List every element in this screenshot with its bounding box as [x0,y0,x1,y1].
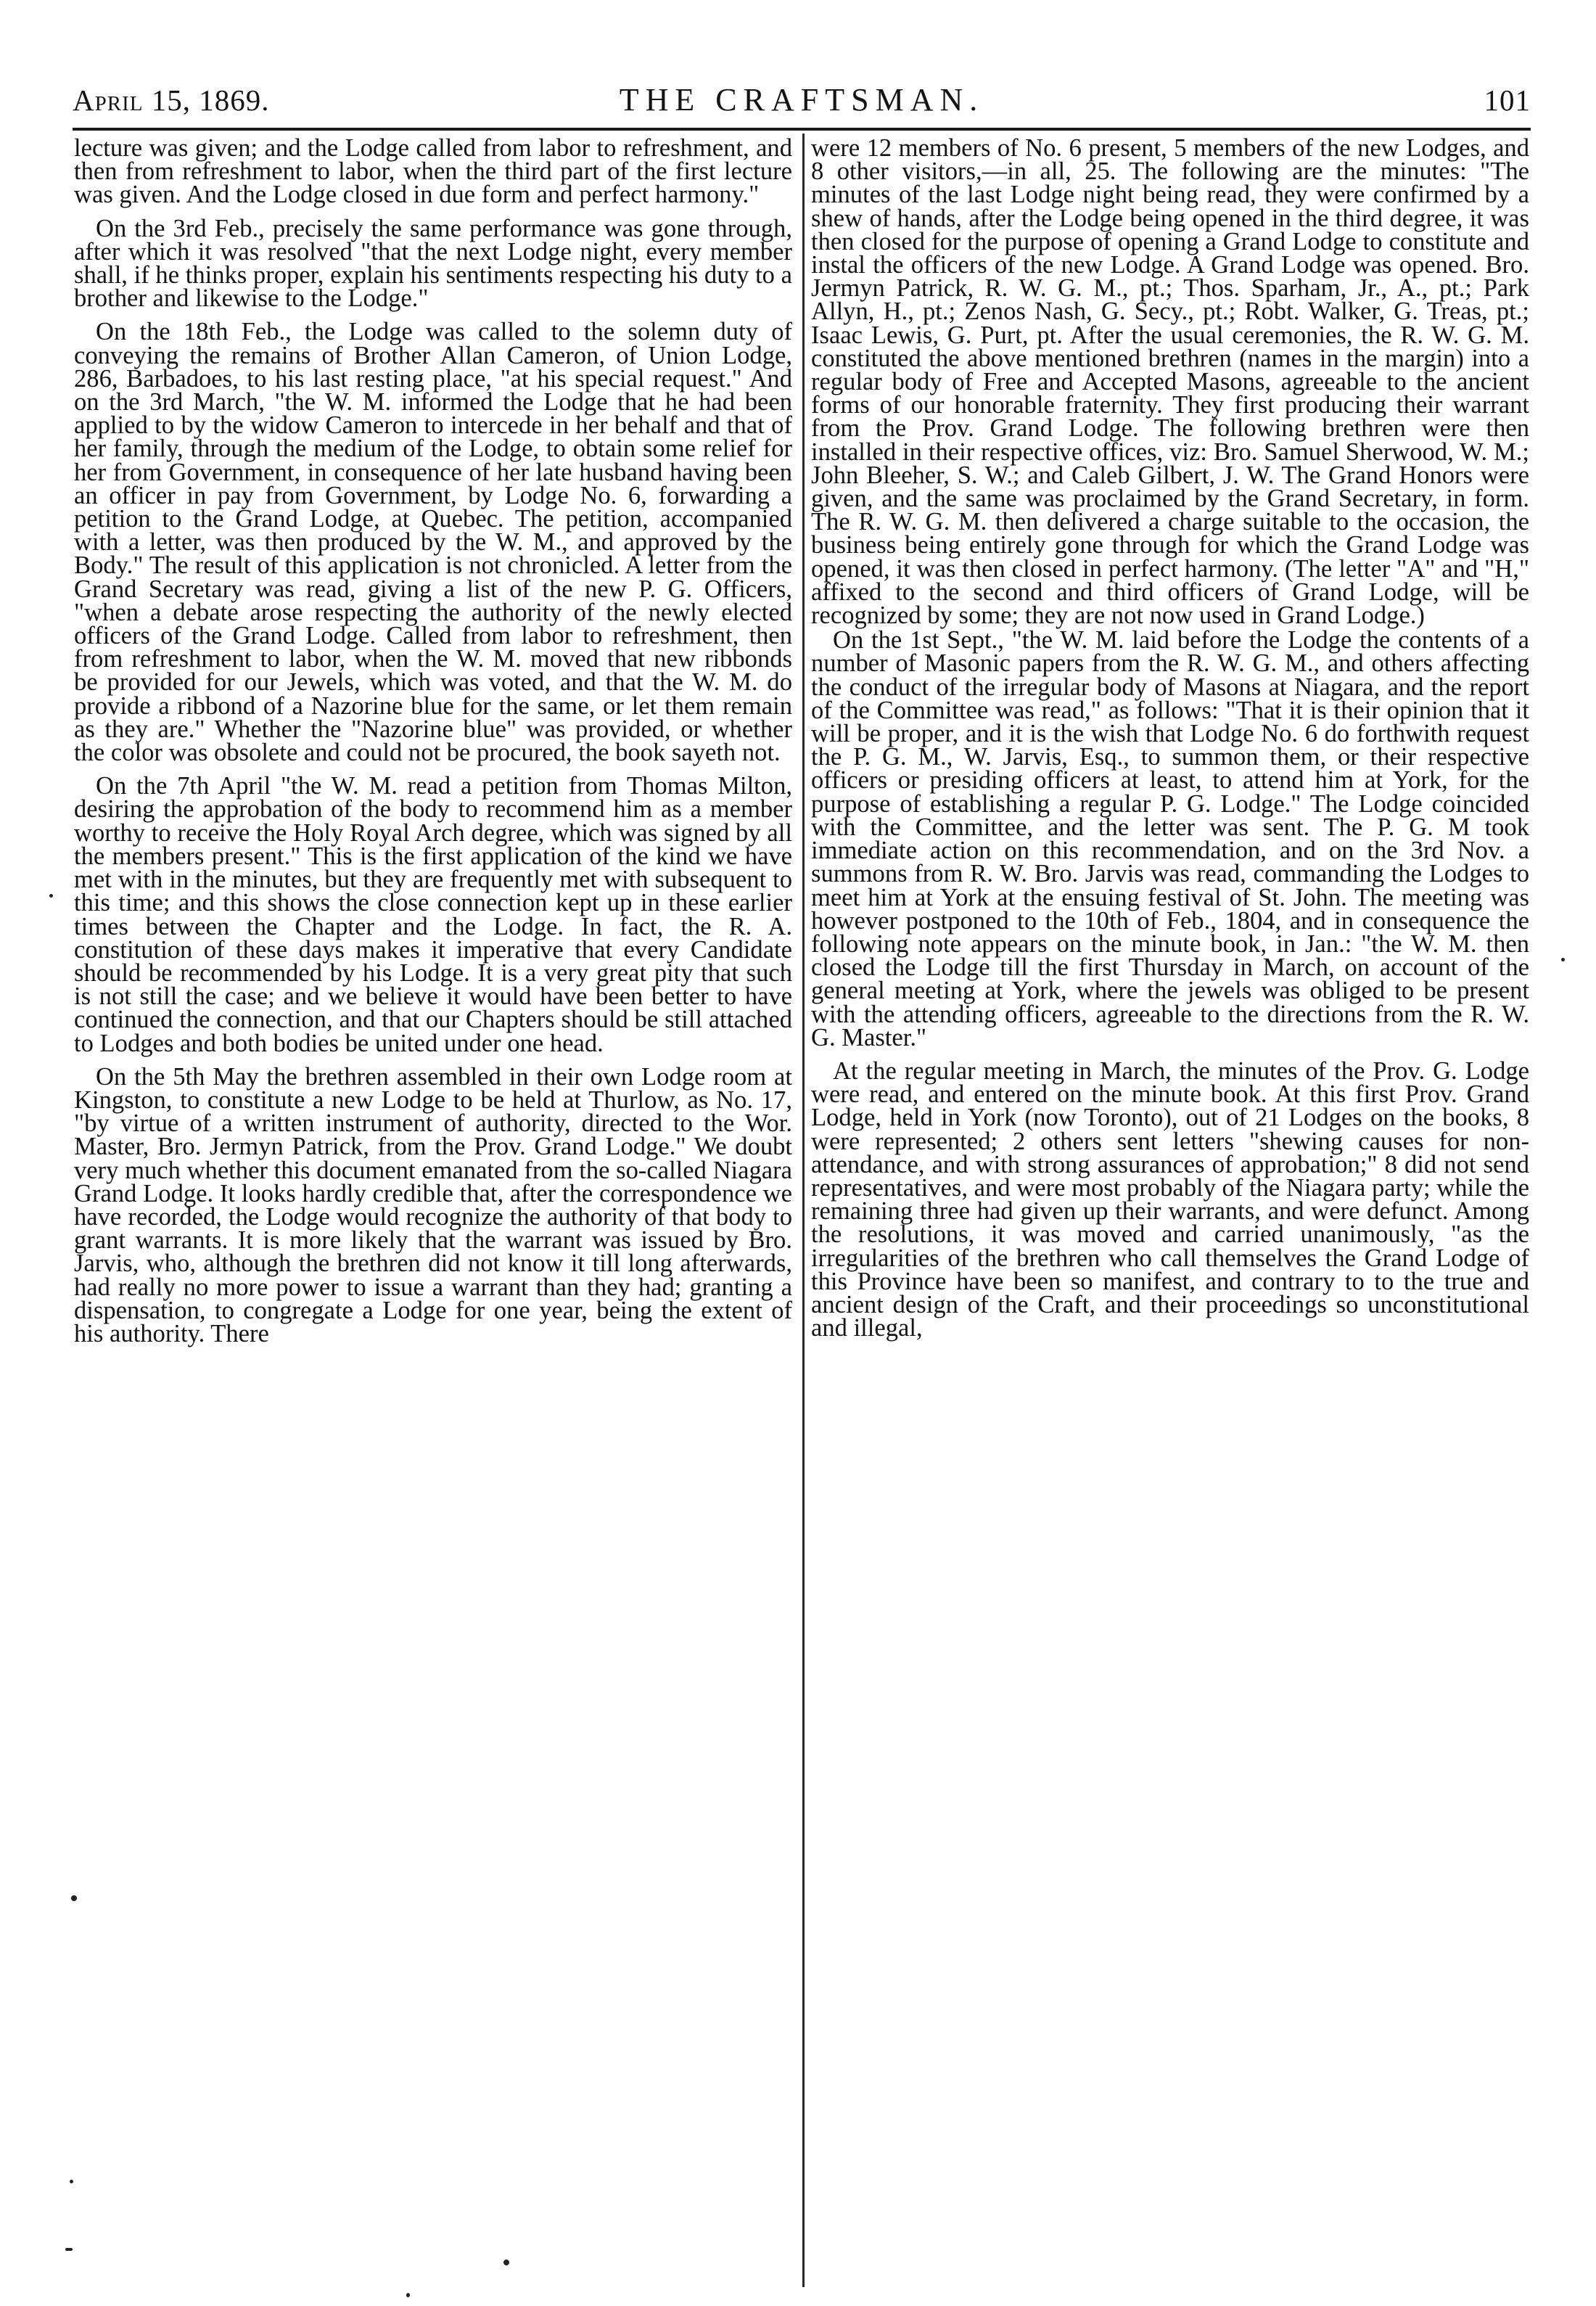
article-paragraph: On the 3rd Feb., precisely the same performance was gone through, after which it was resolved "that the next Lodge night, every member shall, if he thinks proper, explain his sentiments respecting his duty to a brother and likewise to the Lodge." [74,214,792,313]
ink-speck [71,1895,77,1901]
article-paragraph: On the 18th Feb., the Lodge was called to the solemn duty of conveying the remains of Brother Allan Cameron, of Union Lodge, 286, Barbadoes, to his last resting place, "at his special request." And on the 3rd March, "the W. M. informed the Lodge that he had been applied to by the widow Cameron to intercede in her behalf and that of her family, through the medium of the Lodge, to obtain some relief for her from Government, in consequence of her late husband having been an officer in pay from Government, by Lodge No. 6, forwarding a petition to the Grand Lodge, at Quebec. The petition, accompanied with a letter, was then produced by the W. M., and approved by the Body." The result of this application is not chronicled. A letter from the Grand Secretary was read, giving a list of the new P. G. Officers, "when a debate arose respecting the authority of the newly elected officers of the Grand Lodge. Called from labor to refreshment, then from refreshment to labor, when the W. M. moved that new ribbonds be provided for our Jewels, which was voted, and that the W. M. do provide a ribbond of a Nazorine blue for the same, or let them remain as they are." Whether the "Nazorine blue" was provided, or whether the color was obsolete and could not be procured, the book sayeth not. [74,318,792,767]
ink-speck [503,2260,509,2265]
publication-title: THE CRAFTSMAN. [619,82,984,118]
article-paragraph: On the 1st Sept., "the W. M. laid before the Lodge the contents of a number of Masonic papers from the R. W. G. M., and others affecting the conduct of the irregular body of Masons at Niagara, and the report of the Committee was read," as follows: "That it is their opinion that it will be proper, and it is the wish that Lodge No. 6 do forthwith request the P. G. M., W. Jarvis, Esq., to summon them, or their respective officers or presiding officers at least, to attend him at York, for the purpose of establishing a regular P. G. Lodge." The Lodge coincided with the Committee, and the letter was sent. The P. G. M took immediate action on this recommendation, and on the 3rd Nov. a summons from R. W. Bro. Jarvis was read, commanding the Lodges to meet him at York at the ensuing festival of St. John. The meeting was however postponed to the 10th of Feb., 1804, and in consequence the following note appears on the minute book, in Jan.: "the W. M. then closed the Lodge till the first Thursday in March, on account of the general meeting at York, where the jewels was obliged to be present with the attending officers, agreeable to the directions from the R. W. G. Master." [811,626,1529,1051]
right-column [811,135,1529,2287]
article-paragraph: On the 5th May the brethren assembled in their own Lodge room at Kingston, to constitute a new Lodge to be held at Thurlow, as No. 17, "by virtue of a written instrument of authority, directed to the Wor. Master, Bro. Jermyn Patrick, from the Prov. Grand Lodge." We doubt very much whether this document emanated from the so-called Niagara Grand Lodge. It looks hardly credible that, after the correspondence we have recorded, the Lodge would recognize the authority of that body to grant warrants. It is more likely that the warrant was issued by Bro. Jarvis, who, although the brethren did not know it till long afterwards, had really no more power to issue a warrant than they had; granting a dispensation, to congregate a Lodge for one year, being the extent of his authority. There [74,1062,792,1347]
left-column [74,135,792,2287]
running-header [73,78,1531,122]
ink-speck [65,2248,73,2251]
article-paragraph: At the regular meeting in March, the minutes of the Prov. G. Lodge were read, and entered on the minute book. At this first Prov. Grand Lodge, held in York (now Toronto), out of 21 Lodges on the books, 8 were represented; 2 others sent letters "shewing causes for non-attendance, and with strong assurances of approbation;" 8 did not send representatives, and were most probably of the Niagara party; while the remaining three had given up their warrants, and were defunct. Among the resolutions, it was moved and carried unanimously, "as the irregularities of the brethren who call themselves the Grand Lodge of this Province have been so manifest, and contrary to to the true and ancient design of the Craft, and their proceedings so unconstitutional and illegal, [811,1056,1529,1342]
issue-date: April 15, 1869. [73,83,270,117]
column-divider [802,134,805,2287]
ink-speck [70,2180,73,2183]
article-paragraph: were 12 members of No. 6 present, 5 members of the new Lodges, and 8 other visitors,—in all, 25. The following are the minutes: "The minutes of the last Lodge night being read, they were confirmed by a shew of hands, after the Lodge being opened in the third degree, it was then closed for the purpose of opening a Grand Lodge to constitute and instal the officers of the new Lodge. A Grand Lodge was opened. Bro. Jermyn Patrick, R. W. G. M., pt.; Thos. Sparham, Jr., A., pt.; Park Allyn, H., pt.; Zenos Nash, G. Secy., pt.; Robt. Walker, G. Treas, pt.; Isaac Lewis, G. Purt, pt. After the usual ceremonies, the R. W. G. M. constituted the above mentioned brethren (names in the margin) into a regular body of Free and Accepted Masons, agreeable to the ancient forms of our honorable fraternity. They first producing their warrant from the Prov. Grand Lodge. The following brethren were then installed in their respective offices, viz: Bro. Samuel Sherwood, W. M.; John Bleeher, S. W.; and Caleb Gilbert, J. W. The Grand Honors were given, and the same was proclaimed by the Grand Secretary, in form. The R. W. G. M. then delivered a charge suitable to the occasion, the business being entirely gone through for which the Grand Lodge was opened, it was then closed in perfect harmony. (The letter "A" and "H," affixed to the second and third officers of Grand Lodge, will be recognized by some; they are not now used in Grand Lodge.) [811,135,1529,630]
page-number: 101 [1484,83,1531,117]
ink-speck [406,2293,410,2297]
article-paragraph: On the 7th April "the W. M. read a petition from Thomas Milton, desiring the approbation of the body to recommend him as a member worthy to receive the Holy Royal Arch degree, which was signed by all the members present." This is the first application of the kind we have met with in the minutes, but they are frequently met with subsequent to this time; and this shows the close connection kept up in these earlier times between the Chapter and the Lodge. In fact, the R. A. constitution of these days makes it imperative that every Candidate should be recommended by his Lodge. It is a very great pity that such is not still the case; and we believe it would have been better to have continued the connection, and that our Chapters should be still attached to Lodges and both bodies be united under one head. [74,772,792,1057]
header-rule [73,128,1531,131]
ink-speck [1561,958,1565,961]
article-paragraph: lecture was given; and the Lodge called from labor to refreshment, and then from refreshment to labor, when the third part of the first lecture was given. And the Lodge closed in due form and perfect harmony." [74,135,792,209]
ink-speck [49,894,53,898]
